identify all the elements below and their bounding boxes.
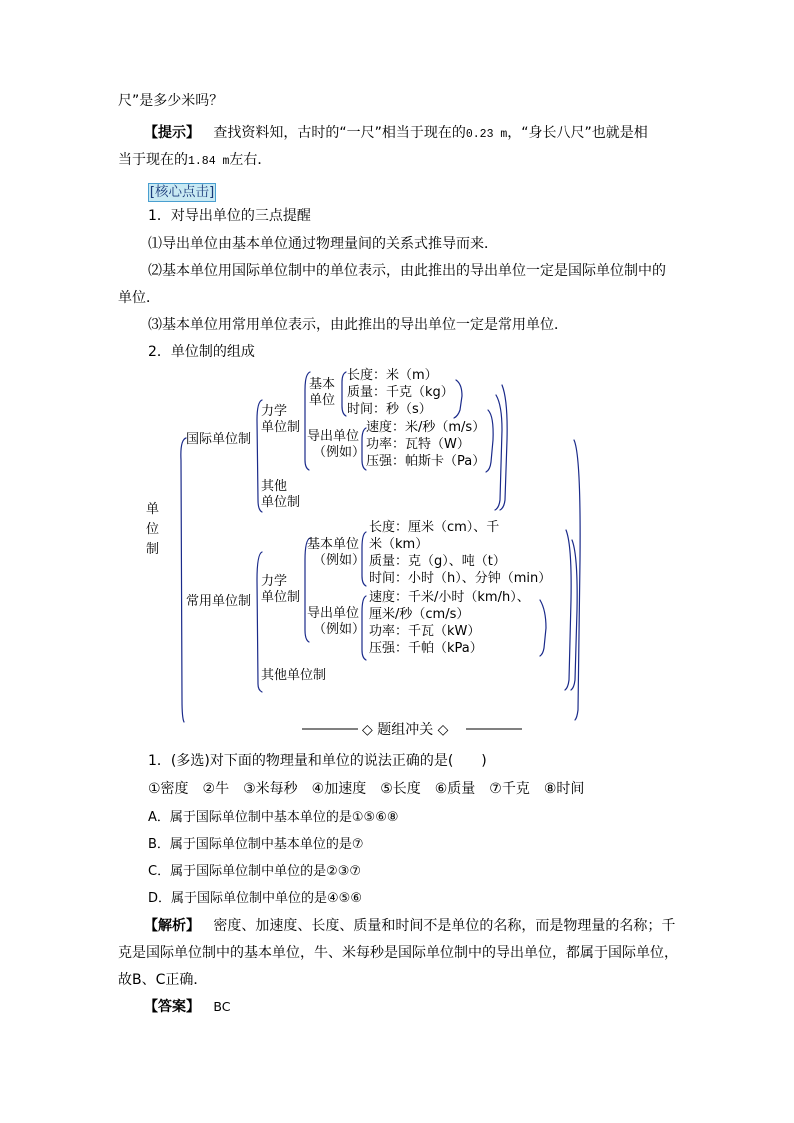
common-derived-label-2: （例如） (313, 622, 366, 637)
common-other-label: 其他单位制 (261, 668, 327, 683)
point-2-line-2: 单位． (118, 290, 160, 306)
root-char-1: 单 (146, 502, 160, 517)
option-d: D．属于国际单位制中单位的是④⑤⑥ (148, 891, 362, 906)
intl-other-label-2: 单位制 (261, 495, 301, 510)
common-base-item-1: 长度：厘米（cm）、千 (369, 520, 500, 535)
answer-line (144, 998, 230, 1016)
analysis-line-2: 克是国际单位制中的基本单位，牛、米每秒是国际单位制中的导出单位，都属于国际单位， (118, 945, 678, 961)
point-3: ⑶基本单位用常用单位表示，由此推出的导出单位一定是常用单位． (148, 317, 568, 333)
intl-derived-label-2: （例如） (313, 445, 366, 460)
analysis-text-1: 密度、加速度、长度、质量和时间不是单位的名称，而是物理量的名称；千 (213, 918, 676, 934)
intl-base-item-2: 质量：千克（kg） (347, 385, 454, 400)
common-derived-item-4: 压强：千帕（kPa） (369, 641, 483, 656)
core-points-tag: [核心点击] (149, 184, 215, 200)
answer-value: BC (213, 999, 231, 1014)
common-derived-label-1: 导出单位 (307, 606, 360, 621)
answer-label: 【答案】 (144, 999, 200, 1015)
point-2-line-1: ⑵基本单位用国际单位制中的单位表示，由此推出的导出单位一定是国际单位制中的 (148, 263, 666, 279)
intl-base-item-3: 时间：秒（s） (347, 402, 432, 417)
brace-common-basederived (305, 538, 310, 642)
intl-base-item-1: 长度：米（m） (347, 368, 438, 383)
option-c: C．属于国际单位制中单位的是②③⑦ (148, 864, 362, 879)
point-1: ⑴导出单位由基本单位通过物理量间的关系式推导而来． (148, 236, 498, 252)
intl-derived-item-1: 速度：米/秒（m/s） (366, 420, 486, 435)
closebrace-common-1 (565, 530, 571, 690)
common-system-label: 常用单位制 (186, 594, 252, 609)
hint-text-1: 查找资料知，古时的“一尺”相当于现在的 (213, 125, 466, 141)
common-derived-item-2: 厘米/秒（cm/s） (369, 607, 470, 622)
common-mech-label-1: 力学 (261, 574, 288, 589)
analysis-line-3: 故B、C正确． (118, 972, 208, 988)
intl-base-label-2: 单位 (309, 393, 336, 408)
root-char-3: 制 (146, 542, 160, 557)
intl-derived-item-3: 压强：帕斯卡（Pa） (366, 454, 486, 469)
hint-value-1: 0.23 m (465, 128, 508, 141)
intl-mech-label-2: 单位制 (261, 420, 301, 435)
brace-root (181, 438, 186, 722)
common-derived-item-3: 功率：千瓦（kW） (369, 624, 481, 639)
common-base-label-2: （例如） (313, 553, 366, 568)
option-b: B．属于国际单位制中基本单位的是⑦ (148, 837, 364, 852)
root-char-2: 位 (146, 522, 160, 537)
closebrace-common-derived (540, 600, 546, 656)
intl-system-label: 国际单位制 (186, 432, 252, 447)
option-a: A．属于国际单位制中基本单位的是①⑤⑥⑧ (148, 810, 399, 825)
closebrace-intl-derived (486, 410, 493, 472)
common-derived-item-1: 速度：千米/小时（km/h）、 (369, 590, 530, 605)
composition-heading: 2．单位制的组成 (148, 344, 255, 360)
hint-value-2: 1.84 m (188, 155, 230, 168)
intl-mech-label-1: 力学 (261, 404, 288, 419)
closebrace-intl-1 (495, 395, 502, 510)
hint-text-3: 当于现在的 (118, 152, 188, 168)
intl-base-label-1: 基本 (309, 377, 336, 392)
common-base-item-3: 质量：克（g）、吨（t） (369, 554, 506, 569)
analysis-line-1 (144, 917, 675, 935)
hint-text-2: ，“身长八尺”也就是相 (507, 125, 648, 141)
root-label (146, 500, 162, 560)
section-title: ◇ 题组冲关 ◇ (362, 722, 449, 738)
brace-intl-base-items (342, 372, 346, 416)
closebrace-intl-base (454, 380, 462, 418)
intl-derived-item-2: 功率：瓦特（W） (366, 437, 470, 452)
intl-other-label-1: 其他 (261, 479, 288, 494)
intro-tail: 尺”是多少米吗？ (118, 93, 224, 109)
hint-text-4: 左右． (229, 152, 272, 168)
points-heading: 1．对导出单位的三点提醒 (148, 208, 311, 224)
question-items: ①密度 ②牛 ③米每秒 ④加速度 ⑤长度 ⑥质量 ⑦千克 ⑧时间 (148, 781, 585, 797)
common-base-label-1: 基本单位 (307, 537, 360, 552)
common-base-item-2: 米（km） (369, 537, 429, 552)
common-base-item-4: 时间：小时（h）、分钟（min） (369, 571, 552, 586)
common-mech-label-2: 单位制 (261, 590, 301, 605)
analysis-label: 【解析】 (144, 918, 200, 934)
intl-derived-label-1: 导出单位 (307, 429, 360, 444)
closebrace-common-2 (571, 540, 577, 690)
hint-label: 【提示】 (144, 125, 200, 141)
question-stem: 1．(多选)对下面的物理量和单位的说法正确的是( ) (148, 753, 487, 769)
